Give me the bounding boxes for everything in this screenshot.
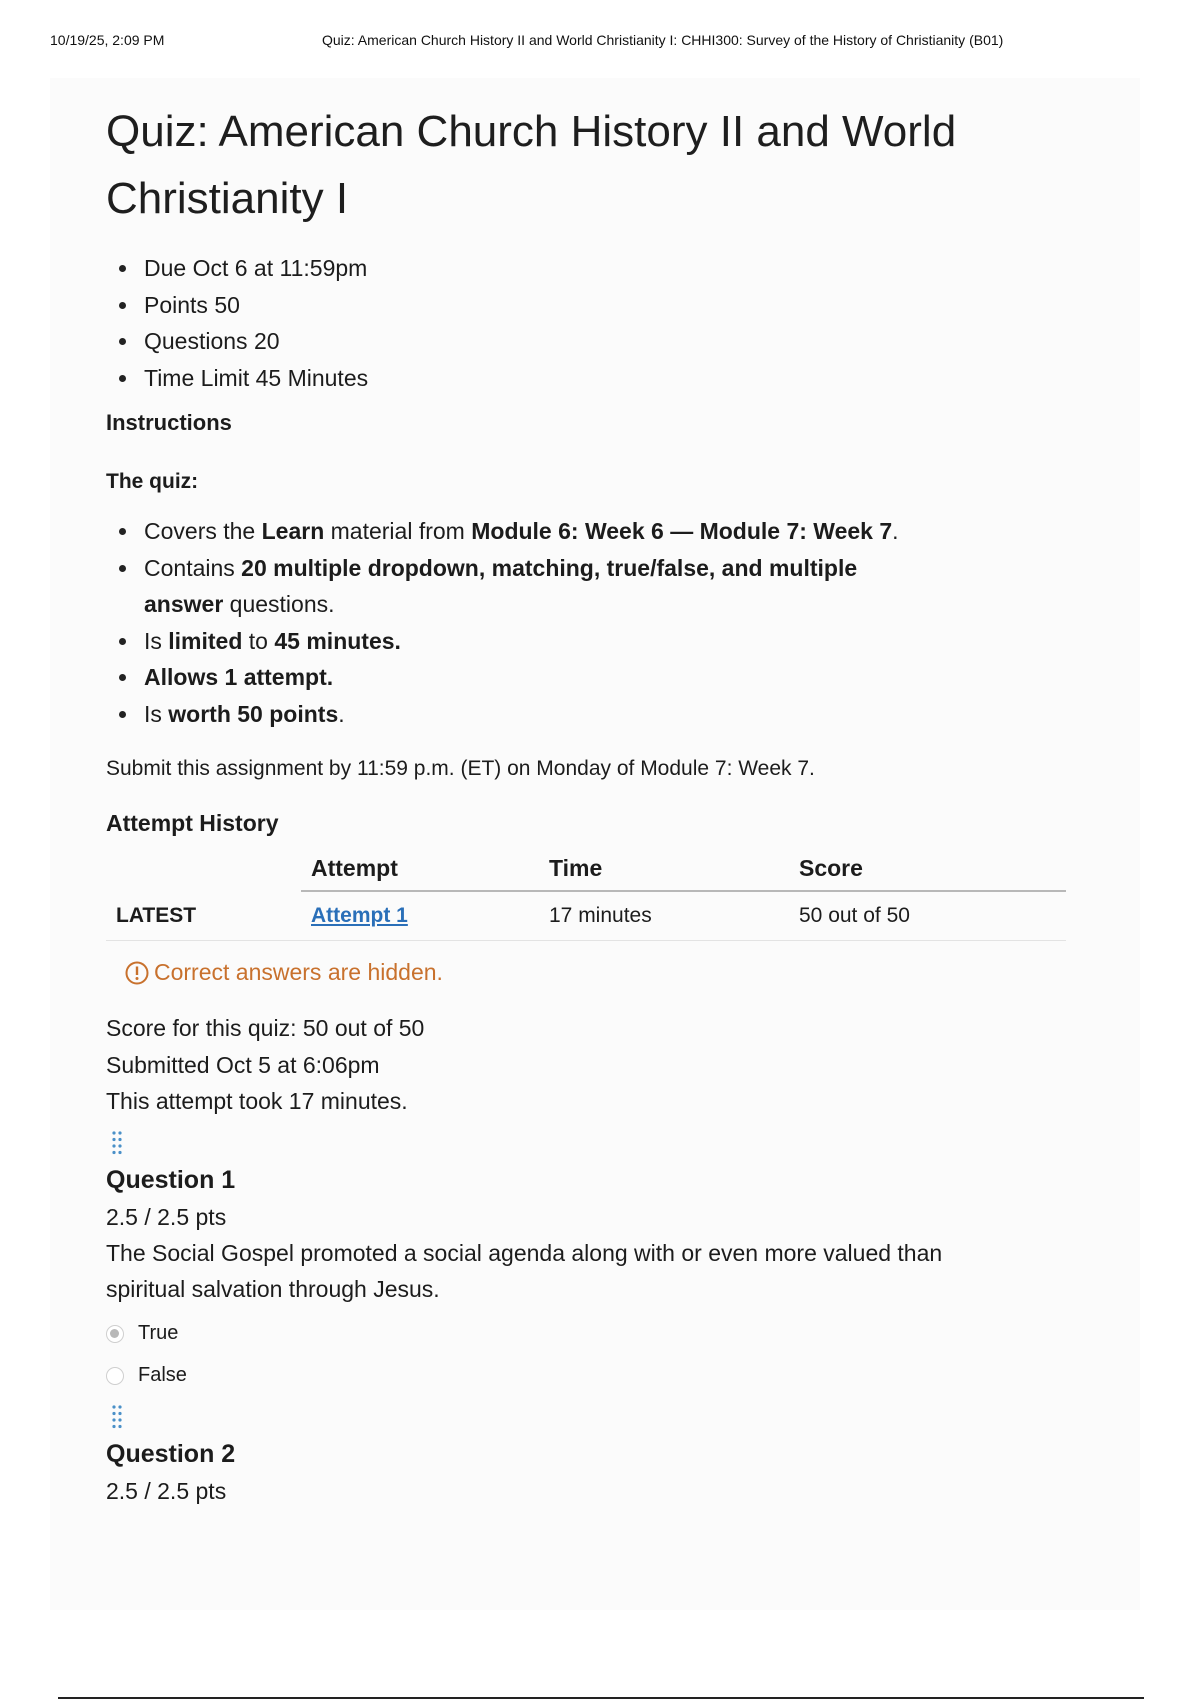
table-header-blank (106, 847, 301, 891)
question-title: Question 1 (106, 1165, 236, 1194)
option-false[interactable] (106, 1360, 1096, 1392)
attempt-cell (301, 891, 539, 941)
question-text: The Social Gospel promoted a social agenda along with or even more valued than spiritual salvation through Jesus. (106, 1239, 943, 1302)
rule-worth: Is worth 50 points. (144, 696, 1096, 733)
question-points: 2.5 / 2.5 pts (106, 1477, 227, 1504)
rule-attempts: Allows 1 attempt. (144, 659, 1096, 696)
submitted-line: Submitted Oct 5 at 6:06pm (106, 1051, 380, 1078)
print-date: 10/19/25, 2:09 PM (50, 32, 165, 48)
rule-limited: Is limited to 45 minutes. (144, 623, 1096, 660)
rule-covers: Covers the Learn material from Module 6: Week 6 — Module 7: Week 7. (144, 513, 1096, 550)
notice-text: Correct answers are hidden. (154, 959, 443, 985)
attempt-1-link[interactable]: Attempt 1 (311, 904, 408, 927)
attempt-history-table (106, 847, 1066, 941)
drag-handle-icon[interactable] (110, 1130, 124, 1156)
meta-points: Points 50 (144, 287, 1096, 324)
question-1 (106, 1165, 1096, 1392)
drag-handle-icon[interactable] (110, 1404, 124, 1430)
option-label: True (138, 1322, 179, 1344)
quiz-results (106, 1010, 1096, 1120)
rule-contains: Contains 20 multiple dropdown, matching, true/false, and multiple answer questions. (144, 550, 864, 623)
radio-selected[interactable] (106, 1325, 124, 1343)
answers-hidden-notice (124, 959, 1096, 986)
meta-due: Due Oct 6 at 11:59pm (144, 250, 1096, 287)
print-page-title: Quiz: American Church History II and World Christianity I: CHHI300: Survey of the History of Christianity (B01) (322, 32, 1004, 48)
latest-label: LATEST (106, 891, 301, 941)
instructions-heading: Instructions (106, 410, 232, 435)
column-header-attempt: Attempt (301, 847, 539, 891)
quiz-rules-list (106, 513, 1096, 732)
score-cell: 50 out of 50 (789, 891, 1066, 941)
quiz-subheading: The quiz: (106, 470, 199, 493)
question-title: Question 2 (106, 1439, 236, 1468)
meta-questions: Questions 20 (144, 323, 1096, 360)
duration-line: This attempt took 17 minutes. (106, 1088, 408, 1114)
option-label: False (138, 1364, 187, 1386)
page-footer-rule (58, 1697, 1144, 1699)
quiz-meta-list (106, 250, 1096, 396)
page-title: Quiz: American Church History II and World Christianity I (106, 107, 957, 223)
quiz-content (106, 98, 1096, 1509)
column-header-score: Score (789, 847, 1066, 891)
radio-unselected[interactable] (106, 1367, 124, 1385)
attempt-history-heading: Attempt History (106, 810, 279, 836)
score-line: Score for this quiz: 50 out of 50 (106, 1015, 425, 1041)
question-points: 2.5 / 2.5 pts (106, 1203, 227, 1230)
submit-note: Submit this assignment by 11:59 p.m. (ET) on Monday of Module 7: Week 7. (106, 757, 815, 780)
meta-time-limit: Time Limit 45 Minutes (144, 360, 1096, 397)
question-2 (106, 1439, 1096, 1509)
column-header-time: Time (539, 847, 789, 891)
time-cell: 17 minutes (539, 891, 789, 941)
warning-icon (124, 960, 150, 986)
option-true[interactable] (106, 1318, 1096, 1350)
table-row (106, 891, 1066, 941)
